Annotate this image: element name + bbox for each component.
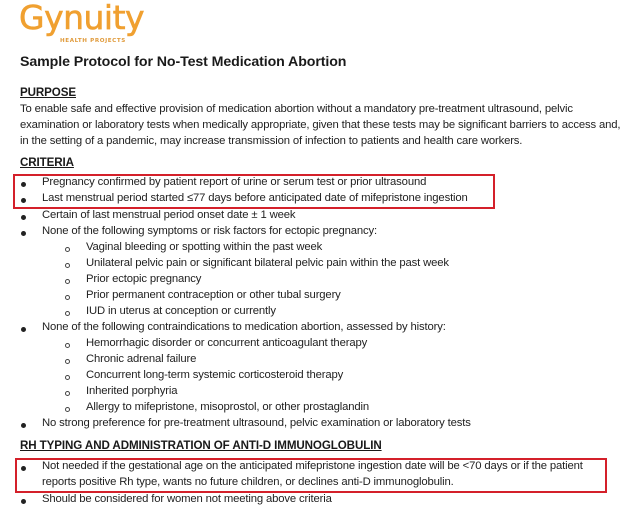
hollow-bullet-icon — [65, 359, 70, 364]
gynuity-logo — [19, 2, 149, 46]
hollow-bullet-icon — [65, 247, 70, 252]
hollow-bullet-icon — [65, 391, 70, 396]
bullet-icon — [21, 466, 26, 471]
bullet-icon — [21, 182, 26, 187]
document-title: Sample Protocol for No-Test Medication Abortion — [20, 54, 347, 70]
criteria-heading: CRITERIA — [20, 156, 74, 169]
hollow-bullet-icon — [65, 279, 70, 284]
bullet-icon — [21, 198, 26, 203]
bullet-icon — [21, 499, 26, 504]
hollow-bullet-icon — [65, 295, 70, 300]
purpose-heading: PURPOSE — [20, 86, 76, 99]
bullet-icon — [21, 423, 26, 428]
hollow-bullet-icon — [65, 407, 70, 412]
bullet-icon — [21, 231, 26, 236]
logo-wordmark: Gynuity — [19, 0, 145, 37]
hollow-bullet-icon — [65, 343, 70, 348]
hollow-bullet-icon — [65, 311, 70, 316]
purpose-line-3: in the setting of a pandemic, may increase transmission of infection to patients and health care workers. — [20, 135, 523, 147]
bullet-icon — [21, 327, 26, 332]
logo-tagline: HEALTH PROJECTS — [60, 38, 126, 44]
rh-typing-heading: RH TYPING AND ADMINISTRATION OF ANTI-D IMMUNOGLOBULIN — [20, 439, 382, 452]
bullet-icon — [21, 215, 26, 220]
hollow-bullet-icon — [65, 375, 70, 380]
hollow-bullet-icon — [65, 263, 70, 268]
purpose-line-1: To enable safe and effective provision of medication abortion without a mandatory pre-treatment ultrasound, pelvic — [20, 103, 573, 115]
purpose-line-2: examination or laboratory tests when medically appropriate, given that these tests may be significant barriers to access and, — [20, 119, 621, 131]
